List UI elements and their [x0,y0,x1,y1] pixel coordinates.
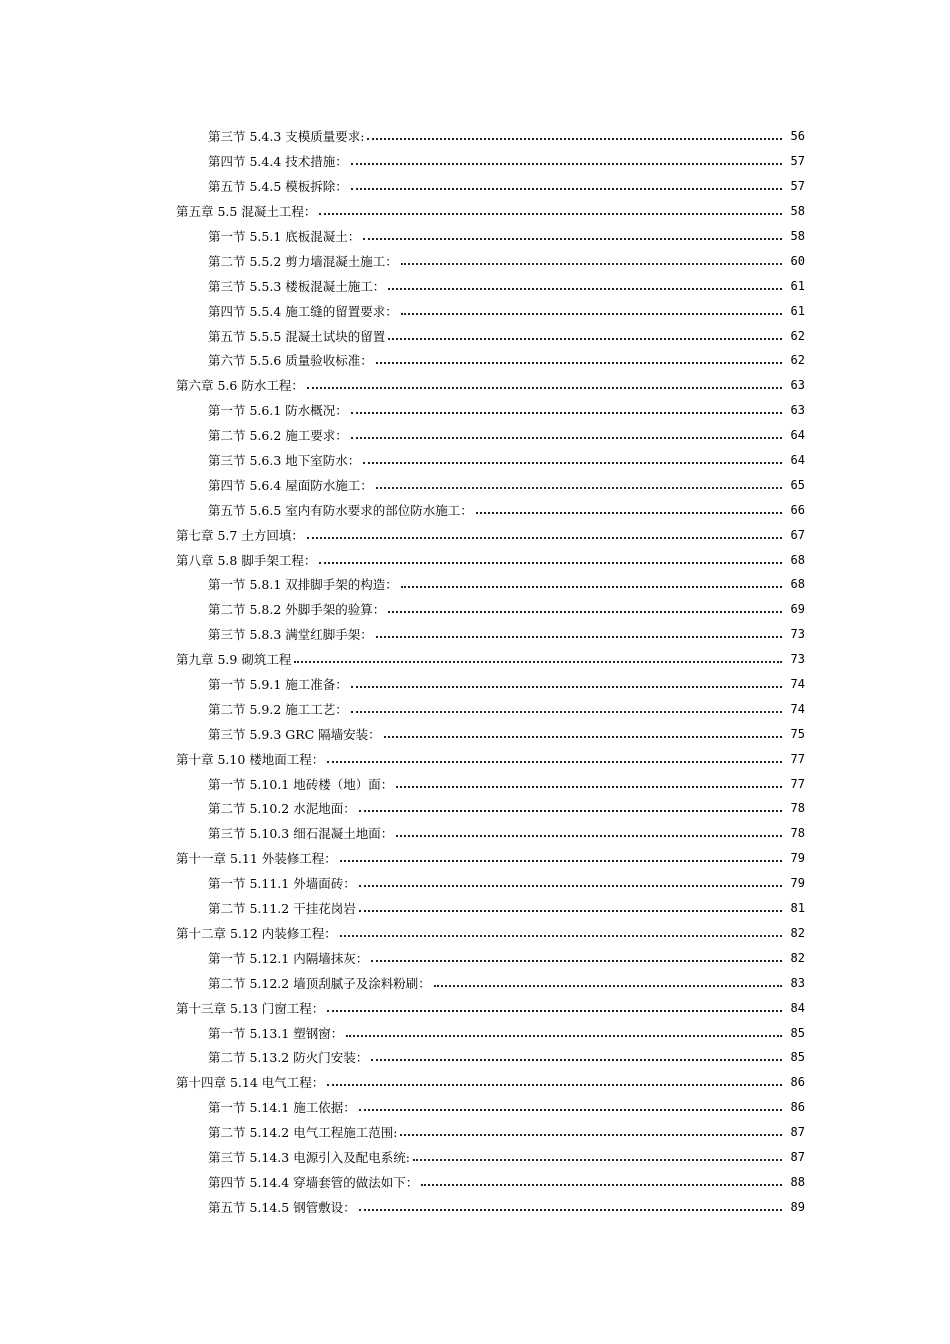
toc-dot-leader [359,1097,782,1111]
toc-dot-leader [363,226,782,240]
toc-section-entry[interactable] [0,572,950,597]
toc-section-entry[interactable] [0,1020,950,1045]
toc-page-number: 74 [790,701,805,716]
toc-section-entry[interactable] [0,1145,950,1170]
toc-chapter-entry[interactable] [0,746,950,771]
toc-entry-title: 第八章 5.8 脚手架工程： [176,552,317,568]
toc-dot-leader [476,500,782,514]
toc-page-number: 86 [790,1100,805,1115]
toc-chapter-entry[interactable] [0,995,950,1020]
toc-section-entry[interactable] [0,896,950,921]
toc-dot-leader [396,774,782,788]
toc-dot-leader [376,624,782,638]
toc-chapter-entry[interactable] [0,522,950,547]
toc-dot-leader [400,1122,782,1136]
toc-page-number: 85 [790,1025,805,1040]
toc-entry-title: 第十三章 5.13 门窗工程： [176,1000,325,1016]
toc-entry-title: 第三节 5.6.3 地下室防水： [208,453,361,469]
toc-page-number: 82 [790,950,805,965]
toc-entry-title: 第十一章 5.11 外装修工程： [176,851,337,867]
toc-chapter-entry[interactable] [0,199,950,224]
toc-entry-title: 第三节 5.4.3 支模质量要求: [208,129,365,145]
toc-page-number: 79 [790,876,805,891]
toc-entry-title: 第十章 5.10 楼地面工程： [176,751,325,767]
toc-page-number: 61 [790,278,805,293]
toc-page-number: 57 [790,179,805,194]
toc-page-number: 63 [790,403,805,418]
toc-section-entry[interactable] [0,124,950,149]
toc-dot-leader [351,176,782,190]
toc-dot-leader [367,126,782,140]
toc-section-entry[interactable] [0,1194,950,1219]
toc-chapter-entry[interactable] [0,373,950,398]
toc-entry-title: 第四节 5.14.4 穿墙套管的做法如下： [208,1174,419,1190]
toc-section-entry[interactable] [0,224,950,249]
toc-entry-title: 第二节 5.8.2 外脚手架的验算： [208,602,386,618]
toc-dot-leader [340,923,782,937]
toc-entry-title: 第一节 5.5.1 底板混凝土： [208,229,361,244]
toc-page-number: 68 [790,577,805,592]
toc-entry-title: 第二节 5.11.2 干挂花岗岩 [208,901,356,917]
toc-page-number: 64 [790,428,805,443]
toc-dot-leader [388,276,782,290]
toc-entry-title: 第五节 5.6.5 室内有防水要求的部位防水施工： [208,502,473,518]
toc-entry-title: 第三节 5.9.3 GRC 隔墙安装： [208,726,381,742]
toc-chapter-entry[interactable] [0,1070,950,1095]
toc-section-entry[interactable] [0,821,950,846]
toc-entry-title: 第五章 5.5 混凝土工程： [176,204,317,220]
toc-entry-title: 第六章 5.6 防水工程： [176,378,304,394]
toc-section-entry[interactable] [0,1095,950,1120]
toc-page-number: 74 [790,677,805,692]
toc-entry-title: 第一节 5.6.1 防水概况： [208,403,348,419]
toc-entry-title: 第九章 5.9 砌筑工程 [176,652,292,668]
toc-entry-title: 第二节 5.12.2 墙顶刮腻子及涂料粉刷： [208,975,431,991]
toc-page-number: 57 [790,154,805,169]
toc-dot-leader [434,973,782,987]
toc-dot-leader [388,326,782,340]
toc-page-number: 82 [790,925,805,940]
toc-page-number: 64 [790,453,805,468]
toc-entry-title: 第五节 5.5.5 混凝土试块的留置 [208,328,386,344]
toc-dot-leader [319,550,782,564]
toc-page-number: 85 [790,1050,805,1065]
toc-dot-leader [396,823,782,837]
toc-entry-title: 第十四章 5.14 电气工程： [176,1075,325,1091]
toc-page-number: 75 [790,726,805,741]
toc-dot-leader [351,674,782,688]
toc-dot-leader [401,301,782,315]
toc-dot-leader [340,848,782,862]
toc-dot-leader [294,649,782,663]
toc-entry-title: 第三节 5.14.3 电源引入及配电系统: [208,1149,410,1165]
toc-page-number: 73 [790,652,805,667]
toc-section-entry[interactable] [0,472,950,497]
toc-entry-title: 第一节 5.10.1 地砖楼（地）面： [208,776,394,792]
toc-page-number: 68 [790,552,805,567]
toc-dot-leader [351,151,782,165]
toc-section-entry[interactable] [0,945,950,970]
toc-chapter-entry[interactable] [0,547,950,572]
toc-page-number: 58 [790,229,805,243]
toc-entry-title: 第三节 5.8.3 满堂红脚手架： [208,627,373,643]
toc-page-number: 89 [790,1199,805,1214]
toc-dot-leader [327,1072,782,1086]
toc-page-number: 78 [790,826,805,841]
toc-page-number: 81 [790,901,805,916]
toc-chapter-entry[interactable] [0,846,950,871]
toc-page-number: 83 [790,975,805,990]
toc-page-number: 87 [790,1149,805,1164]
toc-section-entry[interactable] [0,1120,950,1145]
toc-section-entry[interactable] [0,796,950,821]
toc-page-number: 60 [790,253,805,268]
toc-section-entry[interactable] [0,423,950,448]
toc-section-entry[interactable] [0,970,950,995]
toc-page-number: 66 [790,502,805,517]
toc-section-entry[interactable] [0,696,950,721]
toc-entry-title: 第五节 5.14.5 钢管敷设： [208,1199,356,1215]
toc-dot-leader [401,574,782,588]
toc-dot-leader [359,1197,782,1211]
toc-entry-title: 第六节 5.5.6 质量验收标准： [208,353,373,369]
toc-entry-title: 第四节 5.4.4 技术措施： [208,154,348,170]
toc-section-entry[interactable] [0,348,950,373]
toc-page-number: 88 [790,1174,805,1189]
toc-section-entry[interactable] [0,398,950,423]
toc-page-number: 65 [790,477,805,492]
toc-section-entry[interactable] [0,1045,950,1070]
toc-section-entry[interactable] [0,871,950,896]
toc-dot-leader [376,475,782,489]
toc-page-number: 84 [790,1000,805,1015]
toc-dot-leader [351,699,782,713]
toc-page-number: 56 [790,129,805,144]
toc-page-number: 63 [790,378,805,393]
toc-page-number: 69 [790,602,805,617]
toc-dot-leader [351,400,782,414]
toc-section-entry[interactable] [0,298,950,323]
toc-dot-leader [384,724,782,738]
toc-entry-title: 第二节 5.5.2 剪力墙混凝土施工： [208,253,398,269]
toc-dot-leader [307,375,782,389]
toc-entry-title: 第二节 5.6.2 施工要求： [208,428,348,444]
toc-entry-title: 第七章 5.7 土方回填： [176,527,304,543]
toc-dot-leader [413,1147,782,1161]
toc-section-entry[interactable] [0,323,950,348]
toc-dot-leader [376,350,782,364]
toc-page-number: 62 [790,328,805,343]
toc-page-number: 77 [790,776,805,791]
toc-page-number: 67 [790,527,805,542]
toc-page-number: 62 [790,353,805,368]
toc-section-entry[interactable] [0,721,950,746]
toc-entry-title: 第四节 5.5.4 施工缝的留置要求： [208,303,398,319]
toc-entry-title: 第二节 5.9.2 施工工艺： [208,701,348,717]
toc-section-entry[interactable] [0,448,950,473]
toc-page-number: 86 [790,1075,805,1090]
toc-section-entry[interactable] [0,1169,950,1194]
toc-dot-leader [363,450,782,464]
toc-dot-leader [388,599,782,613]
toc-dot-leader [421,1172,782,1186]
toc-entry-title: 第一节 5.8.1 双排脚手架的构造： [208,577,398,593]
toc-chapter-entry[interactable] [0,921,950,946]
toc-page-number: 79 [790,851,805,866]
toc-page-number: 58 [790,204,805,219]
toc-entry-title: 第一节 5.14.1 施工依据： [208,1100,356,1116]
toc-dot-leader [351,425,782,439]
toc-dot-leader [359,898,782,912]
toc-entry-title: 第二节 5.13.2 防火门安装： [208,1050,369,1066]
toc-section-entry[interactable] [0,248,950,273]
toc-page-number: 73 [790,627,805,642]
toc-entry-title: 第二节 5.14.2 电气工程施工范围: [208,1125,398,1141]
toc-dot-leader [319,201,782,215]
toc-section-entry[interactable] [0,497,950,522]
toc-dot-leader [359,798,782,812]
toc-page-number: 61 [790,303,805,318]
toc-entry-title: 第十二章 5.12 内装修工程： [176,925,337,941]
toc-dot-leader [371,1047,782,1061]
toc-section-entry[interactable] [0,597,950,622]
toc-entry-title: 第三节 5.5.3 楼板混凝土施工： [208,278,386,294]
toc-dot-leader [327,998,782,1012]
toc-section-entry[interactable] [0,174,950,199]
toc-section-entry[interactable] [0,149,950,174]
toc-dot-leader [346,1023,782,1037]
toc-page-number: 77 [790,751,805,766]
toc-section-entry[interactable] [0,672,950,697]
toc-entry-title: 第一节 5.11.1 外墙面砖： [208,876,356,892]
toc-page-number: 78 [790,801,805,816]
toc-entry-title: 第一节 5.12.1 内隔墙抹灰： [208,950,369,966]
table-of-contents [0,124,950,1219]
toc-section-entry[interactable] [0,622,950,647]
toc-entry-title: 第四节 5.6.4 屋面防水施工： [208,477,373,493]
toc-entry-title: 第三节 5.10.3 细石混凝土地面： [208,826,394,842]
toc-entry-title: 第五节 5.4.5 模板拆除： [208,179,348,195]
toc-dot-leader [327,749,782,763]
toc-entry-title: 第一节 5.9.1 施工准备： [208,677,348,693]
toc-dot-leader [359,873,782,887]
toc-entry-title: 第一节 5.13.1 塑钢窗： [208,1025,344,1041]
toc-section-entry[interactable] [0,273,950,298]
toc-dot-leader [371,948,782,962]
toc-section-entry[interactable] [0,771,950,796]
toc-dot-leader [307,525,782,539]
toc-chapter-entry[interactable] [0,647,950,672]
toc-dot-leader [401,251,782,265]
toc-page-number: 87 [790,1125,805,1140]
toc-entry-title: 第二节 5.10.2 水泥地面： [208,801,356,817]
